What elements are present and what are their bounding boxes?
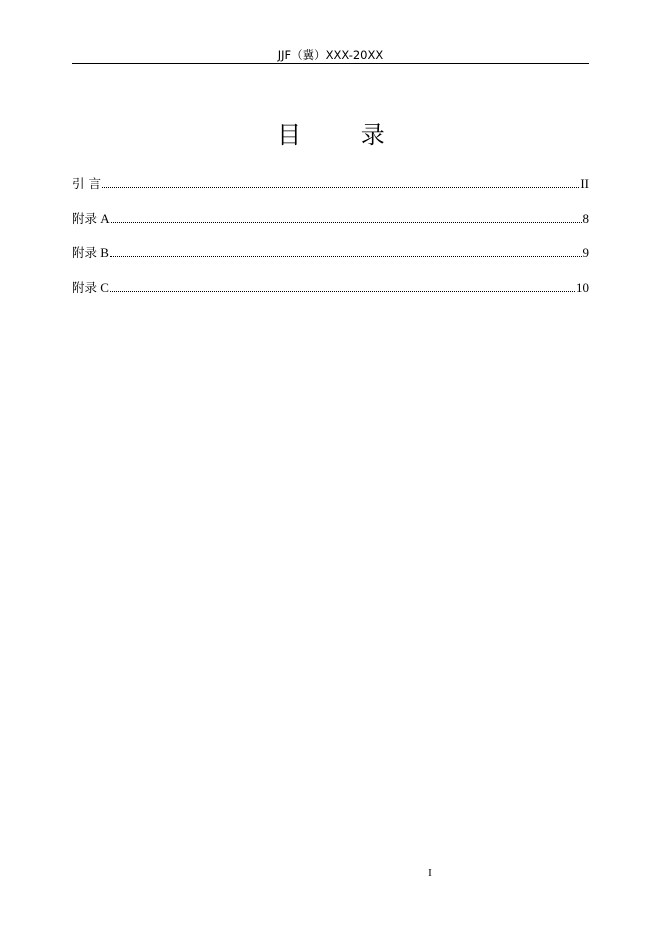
- toc-entry-page: 10: [576, 279, 589, 295]
- toc-entry-label-cjk: 附录: [72, 245, 98, 260]
- toc-entry-label-cjk: 引 言: [72, 176, 101, 191]
- toc-entry-label: [72, 278, 109, 298]
- toc-entry-page: II: [580, 176, 589, 191]
- toc-entry-page: 8: [582, 210, 589, 226]
- toc-entry-label-latin: C: [97, 279, 109, 295]
- toc-dot-leader: [102, 186, 579, 188]
- toc-list: [72, 174, 589, 312]
- toc-entry-label-latin: A: [97, 210, 110, 226]
- toc-entry-label-cjk: 附录: [72, 210, 98, 226]
- toc-title: 目 录: [277, 121, 411, 149]
- toc-entry-appendix-b[interactable]: [72, 243, 589, 263]
- toc-entry-appendix-c[interactable]: [72, 278, 589, 298]
- toc-entry-label: [72, 209, 110, 229]
- toc-entry-label-cjk: 附录: [72, 279, 98, 295]
- toc-entry-label: [72, 174, 101, 194]
- toc-entry-label: [72, 243, 109, 263]
- toc-dot-leader: [111, 221, 582, 223]
- page-number: I: [428, 867, 432, 879]
- toc-dot-leader: [110, 290, 575, 292]
- toc-entry-label-latin: B: [97, 245, 109, 260]
- toc-dot-leader: [110, 255, 582, 257]
- toc-entry-introduction[interactable]: [72, 174, 589, 194]
- toc-entry-page: 9: [582, 245, 589, 260]
- toc-entry-appendix-a[interactable]: [72, 209, 589, 229]
- page-header: JJF（冀）XXX-20XX: [72, 46, 589, 64]
